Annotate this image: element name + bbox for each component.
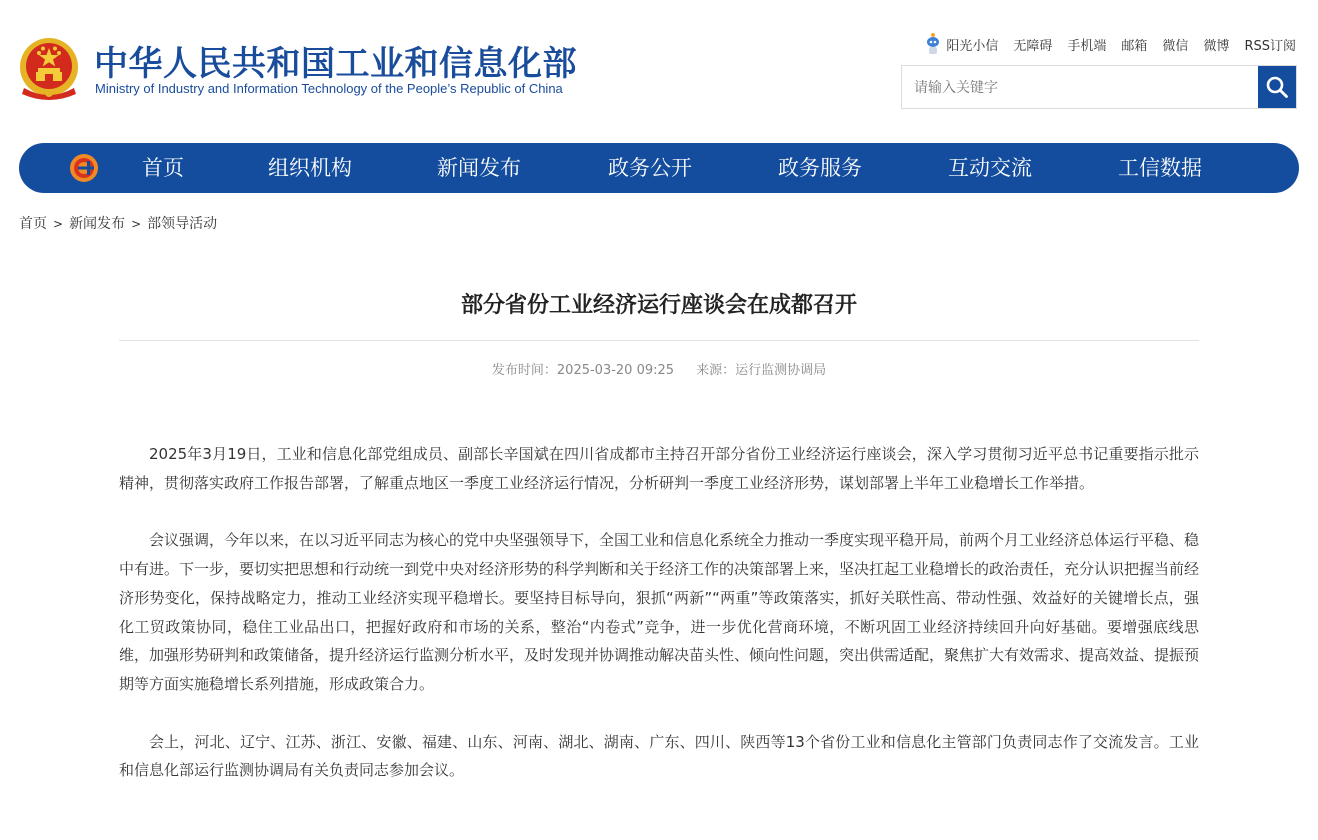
- article-paragraph: 2025年3月19日，工业和信息化部党组成员、副部长辛国斌在四川省成都市主持召开部分省份工业经济运行座谈会，深入学习贯彻习近平总书记重要指示批示精神，贯彻落实政府工作报告部署，了解重点地区一季度工业经济运行情况，分析研判一季度工业经济形势，谋划部署上半年工业稳增长工作举措。: [119, 445, 1199, 492]
- search-button[interactable]: [1258, 66, 1296, 108]
- sunshine-xiaoxin-link[interactable]: [924, 32, 998, 56]
- nav-miit-data[interactable]: 工信数据: [1118, 156, 1202, 180]
- site-subtitle: Ministry of Industry and Information Technology of the People’s Republic of China: [95, 81, 563, 96]
- breadcrumb-news[interactable]: 新闻发布: [69, 216, 126, 232]
- article-body: [119, 440, 1199, 814]
- search-box: [901, 65, 1297, 109]
- top-links: [924, 32, 1296, 56]
- mobile-link[interactable]: 手机端: [1067, 38, 1107, 54]
- breadcrumb-leader-activities[interactable]: 部领导活动: [147, 216, 218, 232]
- mailbox-link[interactable]: 邮箱: [1121, 38, 1148, 54]
- nav-government-services[interactable]: 政务服务: [778, 156, 862, 180]
- main-nav: [19, 143, 1299, 193]
- accessibility-link[interactable]: 无障碍: [1013, 38, 1053, 54]
- breadcrumb: [19, 213, 217, 233]
- breadcrumb-separator: >: [131, 217, 142, 231]
- article-source: 来源：运行监测协调局: [696, 363, 827, 378]
- article-paragraph: 会议强调，今年以来，在以习近平同志为核心的党中央坚强领导下，全国工业和信息化系统全力推动一季度实现平稳开局，前两个月工业经济总体运行平稳、稳中有进。下一步，要切实把思想和行动统一到党中央对经济形势的科学判断和关于经济工作的决策部署上来，坚决扛起工业稳增长的政治责任，充分认识把握当前经济形势变化，保持战略定力，推动工业经济实现平稳增长。要坚持目标导向，狠抓“两新”“两重”等政策落实，抓好关联性高、带动性强、效益好的关键增长点，强化工贸政策协同，稳住工业品出口，把握好政府和市场的关系，整治“内卷式”竞争，进一步优化营商环境，不断巩固工业经济持续回升向好基础。要增强底线思维，加强形势研判和政策储备，提升经济运行监测分析水平，及时发现并协调推动解决苗头性、倾向性问题，突出供需适配，聚焦扩大有效需求、提高效益、提振预期等方面实施稳增长系列措施，形成政策合力。: [119, 531, 1200, 693]
- publish-time: 发布时间：2025-03-20 09:25: [491, 363, 675, 378]
- article-paragraph: 会上，河北、辽宁、江苏、浙江、安徽、福建、山东、河南、湖北、湖南、广东、四川、陕西等13个省份工业和信息化主管部门负责同志作了交流发言。工业和信息化部运行监测协调局有关负责同志参加会议。: [119, 732, 1199, 780]
- title-divider: [119, 340, 1199, 341]
- nav-organization[interactable]: 组织机构: [268, 156, 352, 180]
- national-emblem-logo: [18, 36, 80, 100]
- search-input[interactable]: [912, 66, 1256, 110]
- nav-government-affairs[interactable]: 政务公开: [608, 156, 692, 180]
- breadcrumb-separator: >: [53, 217, 64, 231]
- rss-link[interactable]: RSS订阅: [1244, 38, 1296, 54]
- miit-logo-icon: [68, 152, 100, 184]
- article-title: 部分省份工业经济运行座谈会在成都召开: [460, 293, 857, 318]
- weibo-link[interactable]: 微博: [1203, 38, 1230, 54]
- article-meta: [119, 359, 1199, 378]
- nav-news[interactable]: 新闻发布: [437, 156, 521, 180]
- search-icon: [1265, 75, 1289, 99]
- site-title: 中华人民共和国工业和信息化部: [94, 44, 577, 84]
- wechat-link[interactable]: 微信: [1162, 38, 1189, 54]
- sunshine-xiaoxin-label: 阳光小信: [946, 38, 999, 54]
- breadcrumb-home[interactable]: 首页: [19, 216, 47, 232]
- nav-interaction[interactable]: 互动交流: [948, 156, 1032, 180]
- robot-mascot-icon: [924, 32, 942, 56]
- nav-home[interactable]: 首页: [142, 156, 184, 180]
